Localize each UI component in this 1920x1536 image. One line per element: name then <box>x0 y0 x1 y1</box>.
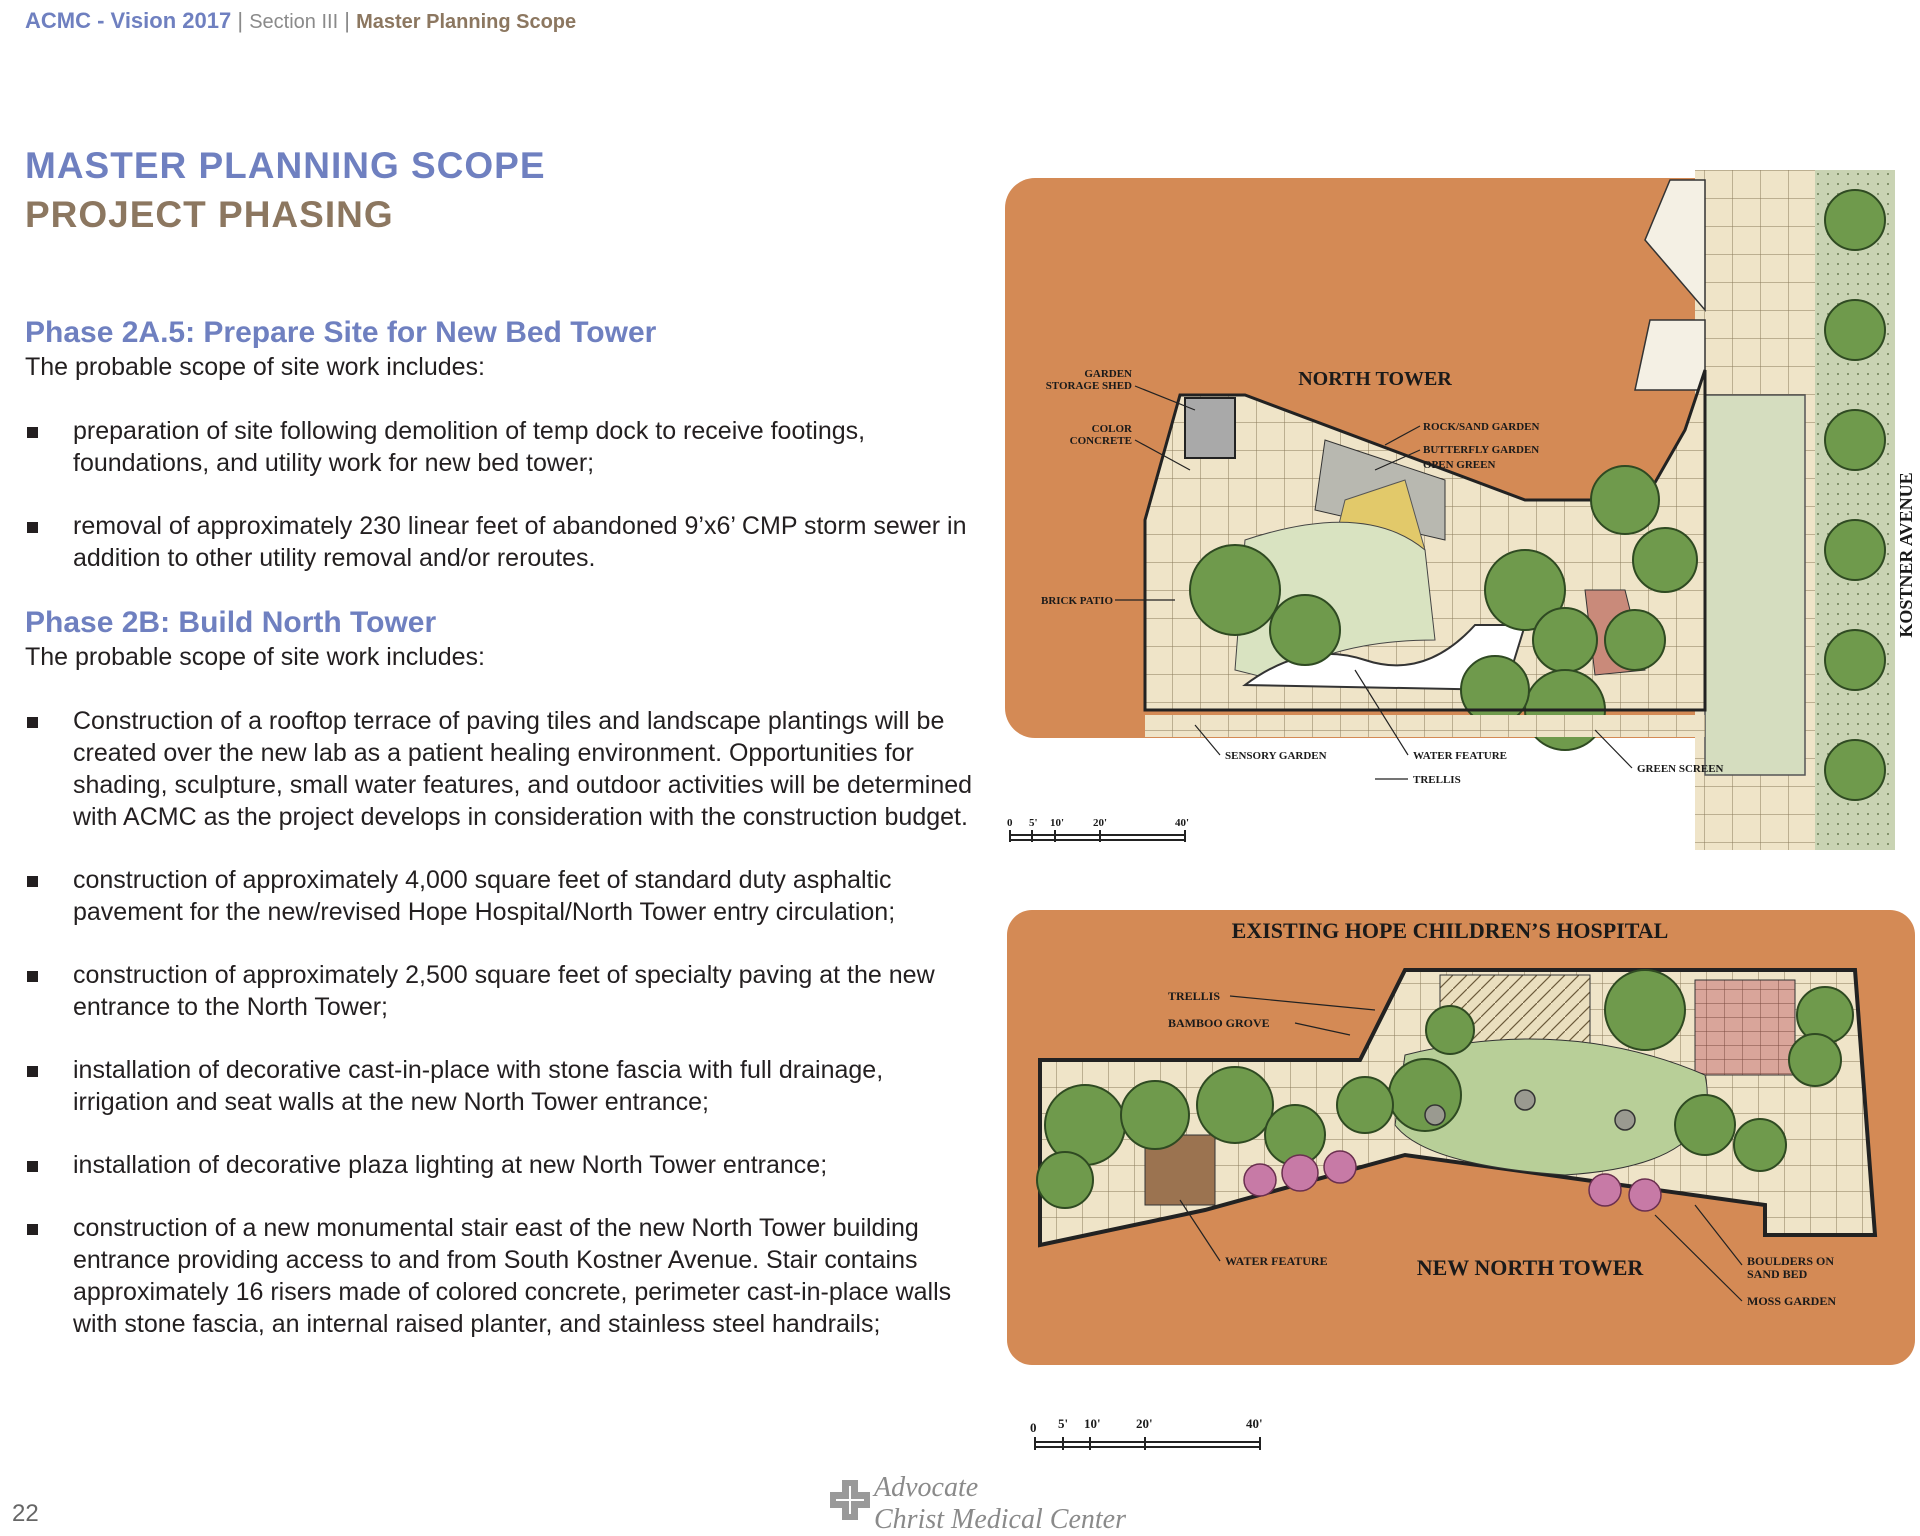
bullet-square-icon <box>27 427 38 438</box>
plan-title: NORTH TOWER <box>1298 368 1452 390</box>
medical-cross-icon <box>828 1478 872 1522</box>
bullet-text: removal of approximately 230 linear feet of abandoned 9’x6’ CMP storm sewer in addition to other utility removal and/or reroutes. <box>73 512 967 572</box>
content-column <box>25 315 975 1371</box>
list-item <box>25 1054 975 1118</box>
tower-label: NEW NORTH TOWER <box>1416 1255 1644 1280</box>
bullet-square-icon <box>27 1066 38 1077</box>
callout-label: WATER FEATURE <box>1225 1254 1328 1268</box>
page-title: MASTER PLANNING SCOPE <box>25 145 546 186</box>
scale-tick-label: 10' <box>1084 1416 1101 1431</box>
phase-intro: The probable scope of site work includes: <box>25 353 485 381</box>
garden-storage-shed <box>1185 398 1235 458</box>
scale-tick-label: 5' <box>1058 1416 1069 1431</box>
scale-tick-label: 40' <box>1175 817 1190 829</box>
section-label: Section III <box>249 11 339 33</box>
callout-label: BAMBOO GROVE <box>1168 1016 1270 1030</box>
bullet-square-icon <box>27 1224 38 1235</box>
phase-heading: Phase 2A.5: Prepare Site for New Bed Tower <box>25 316 657 349</box>
brick-paving <box>1695 980 1795 1075</box>
bullet-square-icon <box>27 971 38 982</box>
callout-label: MOSS GARDEN <box>1747 1294 1837 1308</box>
list-item <box>25 1149 975 1181</box>
scale-tick-label: 5' <box>1029 817 1038 829</box>
header-separator: | <box>344 8 350 33</box>
plan-title: EXISTING HOPE CHILDREN’S HOSPITAL <box>1231 918 1669 943</box>
bullet-text: installation of decorative cast-in-place with stone fascia with full drainage, irrigation and seat walls at the new North Tower entrance; <box>73 1056 884 1116</box>
callout-label: BOULDERS ON <box>1747 1254 1835 1268</box>
scope-label: Master Planning Scope <box>356 11 577 33</box>
scale-tick-label: 10' <box>1050 817 1065 829</box>
callout-label: SAND BED <box>1747 1267 1808 1281</box>
bullet-text: construction of a new monumental stair east of the new North Tower building entrance providing access to and from South Kostner Avenue. Stair contains approximately 16 risers made of colored concrete, perimeter cast-in-place walls with stone fascia, an internal raised planter, and stainless steel handrails; <box>73 1214 952 1338</box>
scale-tick-label: 0 <box>1007 817 1013 829</box>
callout-label: STORAGE SHED <box>1045 380 1132 392</box>
bullet-text: preparation of site following demolition of temp dock to receive footings, foundations, and utility work for new bed tower; <box>73 417 866 477</box>
logo-line-2: Christ Medical Center <box>874 1504 1126 1535</box>
header-separator: | <box>237 8 244 33</box>
bullet-square-icon <box>27 1161 38 1172</box>
callout-label: ROCK/SAND GARDEN <box>1423 421 1540 433</box>
bullet-text: Construction of a rooftop terrace of paving tiles and landscape plantings will be created over the new lab as a patient healing environment. Opportunities for shading, sculpture, small water features, and outdoor activities will be determined with ACMC as the project develops in consideration with the construction budget. <box>73 707 973 831</box>
bullet-text: construction of approximately 2,500 square feet of specialty paving at the new entrance to the North Tower; <box>73 961 935 1021</box>
scale-bar <box>1007 817 1189 842</box>
list-item <box>25 959 975 1023</box>
phase-heading: Phase 2B: Build North Tower <box>25 606 437 639</box>
lawn-area <box>1705 395 1805 775</box>
page-subtitle: PROJECT PHASING <box>25 194 394 235</box>
street-label: KOSTNER AVENUE <box>1896 472 1916 638</box>
callout-label: COLOR <box>1091 423 1132 435</box>
phase-bullet-list <box>25 415 975 574</box>
bottom-scale-bar <box>1030 1410 1270 1460</box>
list-item <box>25 705 975 833</box>
page-number: 22 <box>12 1500 39 1527</box>
callout-label: CONCRETE <box>1069 435 1132 447</box>
north-tower-site-plan <box>1005 170 1920 850</box>
scale-tick-label: 0 <box>1030 1420 1037 1435</box>
hope-hospital-site-plan <box>1005 905 1920 1375</box>
scale-tick-label: 20' <box>1093 817 1108 829</box>
pedestrian-walk <box>1145 715 1705 737</box>
callout-label: GARDEN <box>1084 368 1132 380</box>
bullet-square-icon <box>27 717 38 728</box>
list-item <box>25 415 975 479</box>
bullet-square-icon <box>27 876 38 887</box>
phase-bullet-list <box>25 705 975 1340</box>
logo-line-1: Advocate <box>874 1472 979 1503</box>
callout-label: TRELLIS <box>1168 989 1221 1003</box>
document-title: ACMC - Vision 2017 <box>25 8 232 33</box>
callout-label: WATER FEATURE <box>1413 750 1508 762</box>
list-item <box>25 864 975 928</box>
phase-intro: The probable scope of site work includes: <box>25 643 485 671</box>
scale-tick-label: 20' <box>1136 1416 1153 1431</box>
callout-label: SENSORY GARDEN <box>1225 750 1327 762</box>
advocate-logo <box>828 1472 1128 1536</box>
scale-tick-label: 40' <box>1246 1416 1263 1431</box>
bullet-text: construction of approximately 4,000 square feet of standard duty asphaltic pavement for the new/revised Hope Hospital/North Tower entry circulation; <box>73 866 896 926</box>
callout-label: BUTTERFLY GARDEN <box>1423 444 1540 456</box>
callout-label: BRICK PATIO <box>1040 595 1113 607</box>
callout-label: GREEN SCREEN <box>1637 763 1724 775</box>
callout-label: OPEN GREEN <box>1423 459 1496 471</box>
running-header <box>25 8 576 34</box>
callout-label: TRELLIS <box>1413 774 1461 786</box>
bullet-square-icon <box>27 522 38 533</box>
list-item <box>25 510 975 574</box>
bullet-text: installation of decorative plaza lighting at new North Tower entrance; <box>73 1151 828 1179</box>
list-item <box>25 1212 975 1340</box>
